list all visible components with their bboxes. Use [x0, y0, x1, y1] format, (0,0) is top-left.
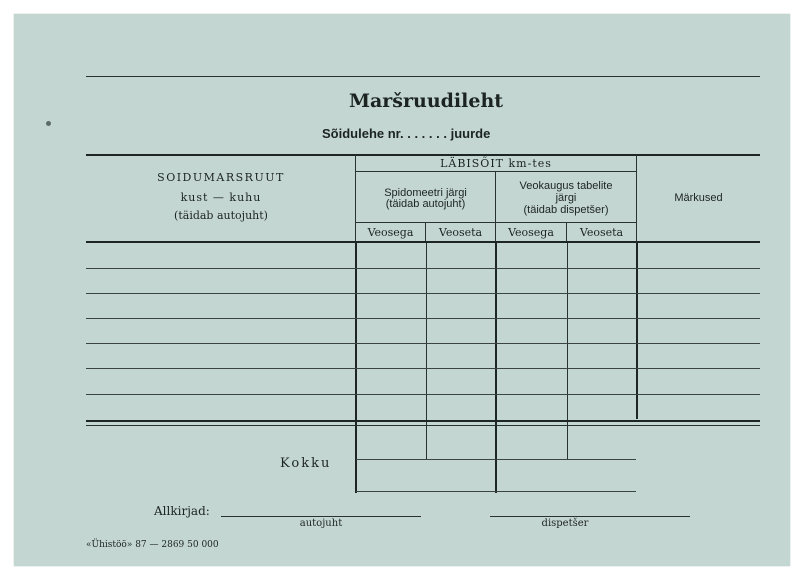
route-header-line2: kust — kuhu	[180, 191, 262, 204]
col-veoseta-2: Veoseta	[579, 226, 624, 239]
totals-top-rule	[86, 420, 760, 422]
punch-hole	[46, 121, 51, 126]
row-line	[86, 318, 760, 319]
markused-header: Märkused	[674, 192, 723, 204]
body-divider-right	[636, 243, 638, 419]
body-divider-sub1	[426, 243, 427, 459]
dispetser-caption: dispetšer	[541, 518, 589, 529]
totals-line	[356, 459, 636, 460]
body-divider-sub2	[567, 243, 568, 459]
header-bottom-rule	[86, 241, 760, 243]
row-line	[86, 368, 760, 369]
printer-imprint: «Ühistöö» 87 — 2869 50 000	[86, 540, 219, 550]
route-sheet-form	[14, 14, 790, 566]
autojuht-caption: autojuht	[299, 518, 343, 529]
spidomeetri-line1: Spidomeetri järgi	[384, 187, 467, 199]
veokaugus-line1: Veokaugus tabelite	[519, 180, 613, 192]
allkirjad-label: Allkirjad:	[154, 504, 210, 518]
spidomeetri-line2: (täidab autojuht)	[385, 198, 466, 210]
col-veosega-2: Veosega	[508, 226, 554, 239]
row-line	[86, 343, 760, 344]
row-line	[86, 268, 760, 269]
table-top-rule	[86, 154, 760, 156]
form-subtitle: Sõidulehe nr. . . . . . . juurde	[322, 126, 491, 141]
veokaugus-line2: järgi	[555, 192, 577, 204]
row-line	[86, 394, 760, 395]
col-veoseta-1: Veoseta	[438, 226, 483, 239]
totals-bottom-line	[356, 491, 636, 492]
labisoit-header: LÄBISÕIT km-tes	[440, 157, 552, 170]
veokaugus-line3: (täidab dispetšer)	[523, 204, 609, 216]
row-line	[86, 293, 760, 294]
labisoit-underline	[356, 171, 636, 172]
route-header-line1: SOIDUMARSRUUT	[157, 171, 285, 184]
kokku-label: Kokku	[280, 456, 332, 471]
subcolumn-header-rule	[356, 222, 636, 223]
col-veosega-1: Veosega	[367, 226, 414, 239]
top-rule	[86, 76, 760, 77]
form-title: Maršruudileht	[348, 90, 504, 112]
totals-top-rule-2	[86, 425, 760, 426]
route-header-line3: (täidab autojuht)	[174, 209, 268, 222]
